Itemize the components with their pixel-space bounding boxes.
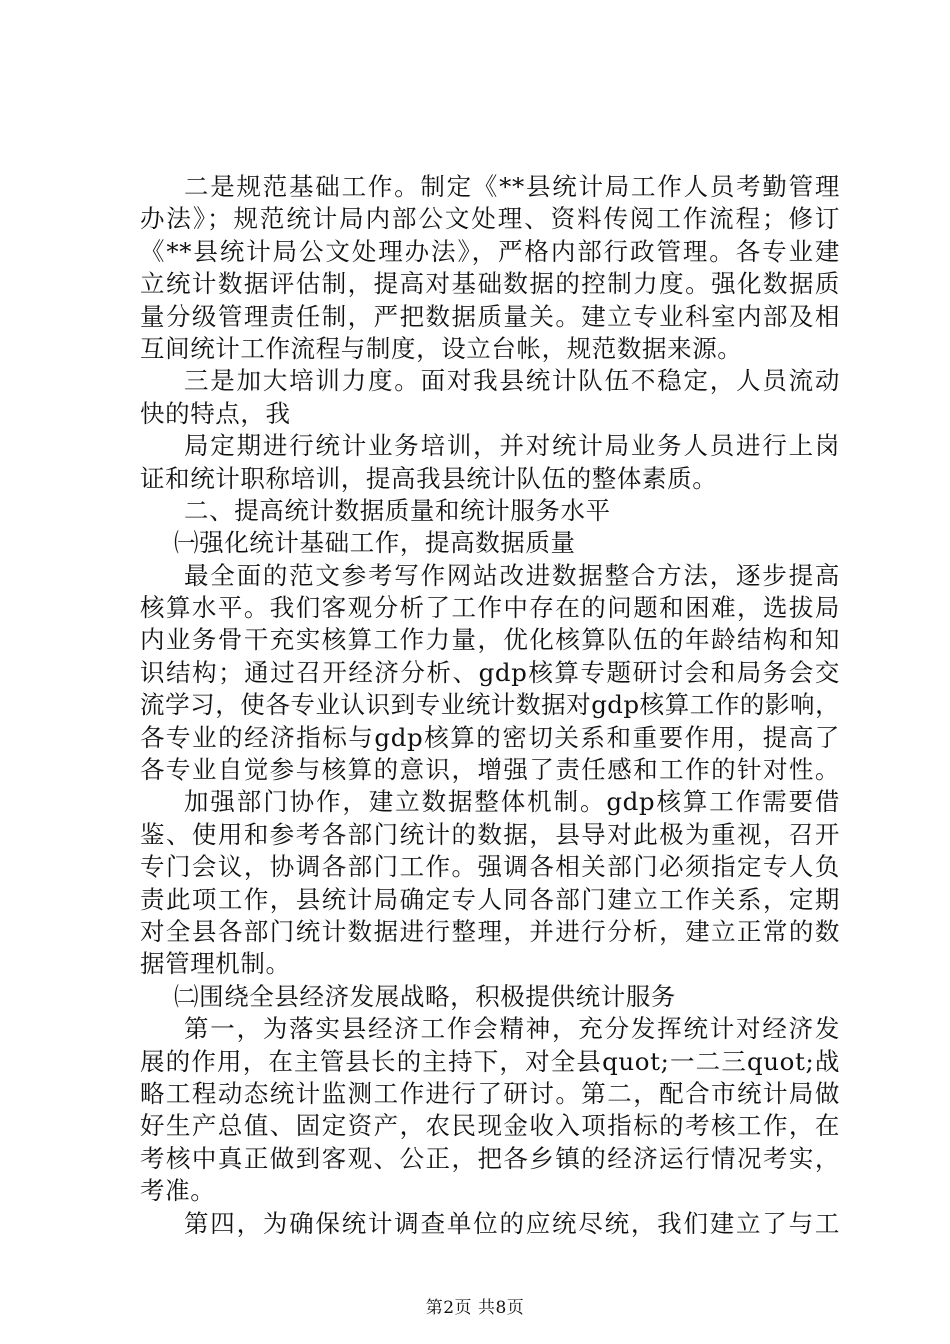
text-line: ㈡围绕全县经济发展战略，积极提供统计服务 xyxy=(174,981,676,1011)
text-line: 内业务骨干充实核算工作力量，优化核算队伍的年龄结构和知 xyxy=(140,625,840,655)
text-line: 专门会议，协调各部门工作。强调各相关部门必须指定专人负 xyxy=(140,852,840,882)
text-line: 加强部门协作，建立数据整体机制。gdp核算工作需要借 xyxy=(184,787,840,817)
text-line: 责此项工作，县统计局确定专人同各部门建立工作关系，定期 xyxy=(140,884,840,914)
text-line: 略工程动态统计监测工作进行了研讨。第二，配合市统计局做 xyxy=(140,1078,840,1108)
page-number-footer: 第2页 共8页 xyxy=(425,1298,525,1318)
text-line: 二是规范基础工作。制定《**县统计局工作人员考勤管理 xyxy=(184,172,840,201)
text-line: 流学习，使各专业认识到专业统计数据对gdp核算工作的影响， xyxy=(140,690,840,720)
text-line: 《**县统计局公文处理办法》，严格内部行政管理。各专业建 xyxy=(140,236,840,266)
text-line: 据管理机制。 xyxy=(140,949,291,979)
text-line: 各专业自觉参与核算的意识，增强了责任感和工作的针对性。 xyxy=(140,755,840,785)
text-line: 三是加大培训力度。面对我县统计队伍不稳定，人员流动 xyxy=(184,366,840,396)
text-line: 展的作用，在主管县长的主持下，对全县quot;一二三quot;战 xyxy=(140,1046,840,1076)
text-line: 考准。 xyxy=(140,1176,216,1206)
text-line: 办法》；规范统计局内部公文处理、资料传阅工作流程；修订 xyxy=(140,204,840,234)
text-line: 第四，为确保统计调查单位的应统尽统，我们建立了与工 xyxy=(184,1208,840,1238)
text-line: 好生产总值、固定资产，农民现金收入项指标的考核工作，在 xyxy=(140,1111,840,1141)
text-line: 证和统计职称培训，提高我县统计队伍的整体素质。 xyxy=(140,463,718,493)
text-line: 最全面的范文参考写作网站改进数据整合方法，逐步提高 xyxy=(184,560,840,590)
text-line: 鉴、使用和参考各部门统计的数据，县导对此极为重视，召开 xyxy=(140,819,840,849)
text-line: 量分级管理责任制，严把数据质量关。建立专业科室内部及相 xyxy=(140,301,840,331)
text-line: 第一，为落实县经济工作会精神，充分发挥统计对经济发 xyxy=(184,1014,840,1044)
text-line: 各专业的经济指标与gdp核算的密切关系和重要作用，提高了 xyxy=(140,722,840,752)
text-line: 快的特点，我 xyxy=(140,398,291,428)
text-line: 二、提高统计数据质量和统计服务水平 xyxy=(184,495,611,525)
document-body xyxy=(140,171,840,1240)
text-line: 对全县各部门统计数据进行整理，并进行分析，建立正常的数 xyxy=(140,916,840,946)
text-line: 核算水平。我们客观分析了工作中存在的问题和困难，选拔局 xyxy=(140,593,840,623)
text-line: 立统计数据评估制，提高对基础数据的控制力度。强化数据质 xyxy=(140,269,840,299)
text-line: 互间统计工作流程与制度，设立台帐，规范数据来源。 xyxy=(140,333,743,363)
text-line: ㈠强化统计基础工作，提高数据质量 xyxy=(174,528,576,558)
text-line: 识结构；通过召开经济分析、gdp核算专题研讨会和局务会交 xyxy=(140,657,840,687)
text-line: 考核中真正做到客观、公正，把各乡镇的经济运行情况考实， xyxy=(140,1143,840,1173)
text-line: 局定期进行统计业务培训，并对统计局业务人员进行上岗 xyxy=(184,431,840,461)
